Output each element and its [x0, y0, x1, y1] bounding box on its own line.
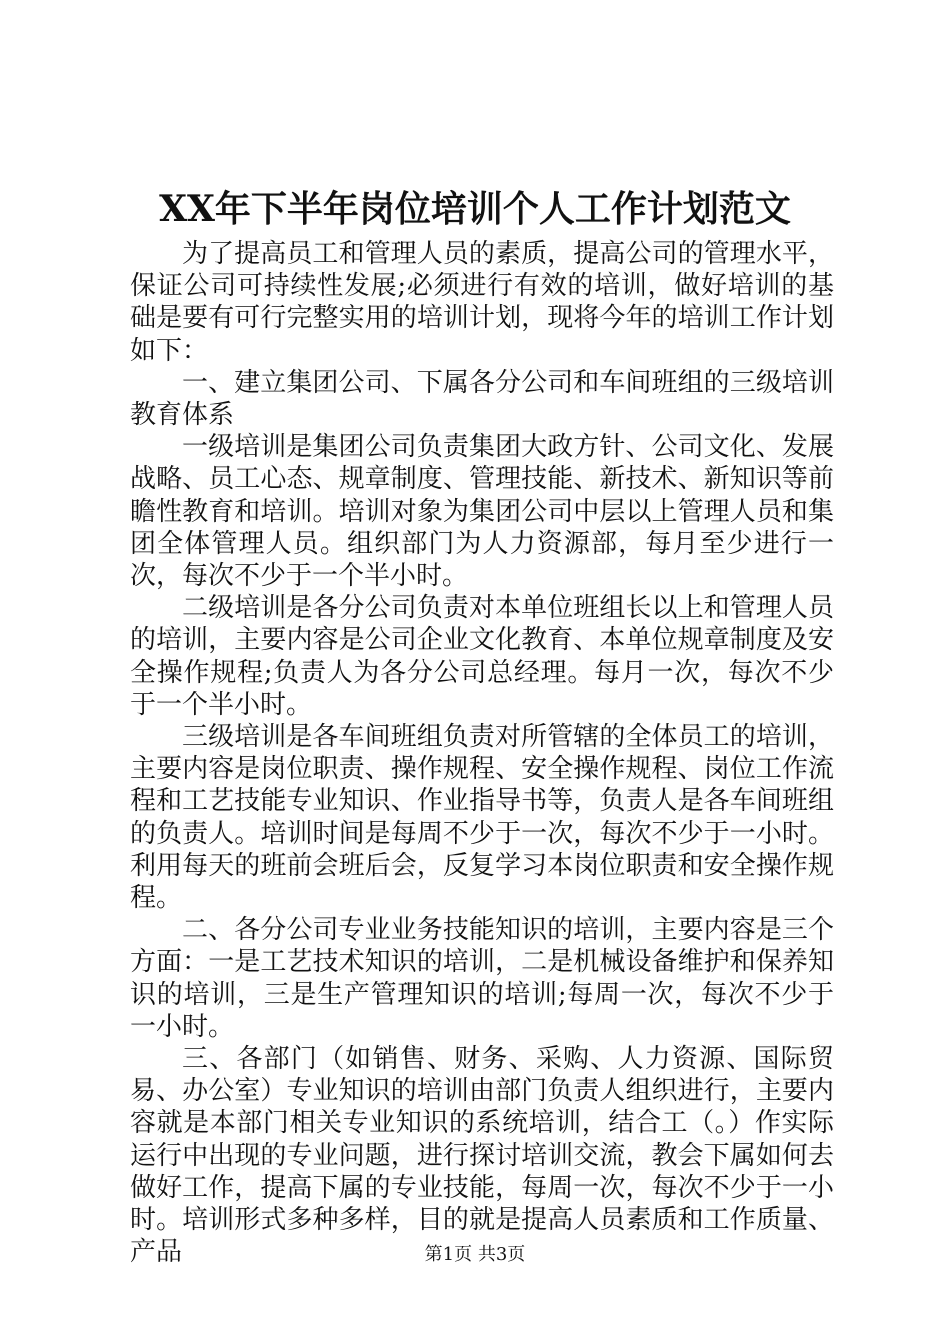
paragraph-section-two: 二、各分公司专业业务技能知识的培训，主要内容是三个方面：一是工艺技术知识的培训，二是机械设备维护和保养知识的培训，三是生产管理知识的培训;每周一次，每次不少于一小时。: [130, 915, 834, 1042]
document-title: XX年下半年岗位培训个人工作计划范文: [159, 188, 791, 230]
document-body: [130, 238, 834, 1269]
paragraph-level-three-training: 三级培训是各车间班组负责对所管辖的全体员工的培训，主要内容是岗位职责、操作规程、安全操作规程、岗位工作流程和工艺技能专业知识、作业指导书等，负责人是各车间班组的负责人。培训时间是每周不少于一次，每次不少于一小时。利用每天的班前会班后会，反复学习本岗位职责和安全操作规程。: [130, 722, 834, 914]
paragraph-level-two-training: 二级培训是各分公司负责对本单位班组长以上和管理人员的培训，主要内容是公司企业文化教育、本单位规章制度及安全操作规程;负责人为各分公司总经理。每月一次，每次不少于一个半小时。: [130, 593, 834, 720]
paragraph-section-one-heading: 一、建立集团公司、下属各分公司和车间班组的三级培训教育体系: [130, 367, 834, 431]
paragraph-section-three: 三、各部门（如销售、财务、采购、人力资源、国际贸易、办公室）专业知识的培训由部门负责人组织进行，主要内容就是本部门相关专业知识的系统培训，结合工（。）作实际运行中出现的专业问题，进行探讨培训交流，教会下属如何去做好工作，提高下属的专业技能，每周一次，每次不少于一小时。培训形式多种多样，目的就是提高人员素质和工作质量、产品: [130, 1044, 834, 1268]
paragraph-intro: 为了提高员工和管理人员的素质，提高公司的管理水平，保证公司可持续性发展;必须进行有效的培训，做好培训的基础是要有可行完整实用的培训计划，现将今年的培训工作计划如下：: [130, 239, 834, 366]
page-number-footer: 第1页 共3页: [424, 1244, 526, 1265]
paragraph-level-one-training: 一级培训是集团公司负责集团大政方针、公司文化、发展战略、员工心态、规章制度、管理技能、新技术、新知识等前瞻性教育和培训。培训对象为集团公司中层以上管理人员和集团全体管理人员。组织部门为人力资源部，每月至少进行一次，每次不少于一个半小时。: [130, 432, 834, 592]
